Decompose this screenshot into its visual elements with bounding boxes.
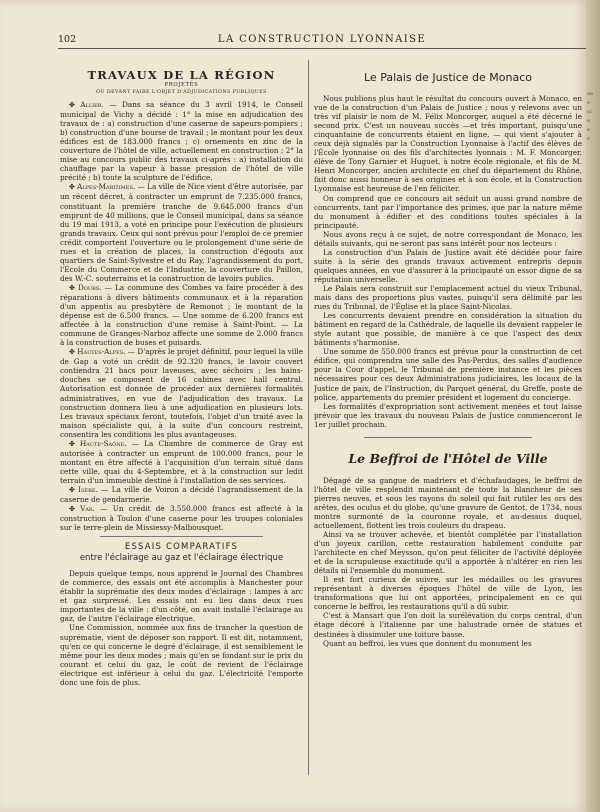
beffroi-paragraph: C'est à Mansart que l'on doit la surélévation du corps central, d'un étage décoré à l'italienne par une balustrade ornée de statues et destinées à dissimuler une toiture basse.: [314, 611, 582, 639]
monaco-paragraph: Les formalités d'expropriation sont activement menées et tout laisse prévoir que les travaux du nouveau Palais de Justice commenceront le 1er juillet prochain.: [314, 401, 582, 429]
region-paragraph: [60, 439, 303, 485]
monaco-paragraph: Les concurrents devaient prendre en considération la situation du bâtiment en regard de la Cathédrale, de laquelle ils devaient rappeler le style autant que possible, de manière à ce que l'aspect des deux bâtiments s'harmonise.: [314, 311, 582, 348]
edge-text-fragment: sc: [587, 109, 593, 115]
essais-paragraph: Depuis quelque temps, nous apprend le Journal des Chambres de commerce, des essais ont été accomplis à Manchester pour établir la suprématie des deux modes d'éclairage : lampes à arc et gaz surpressé. Les essais ont eu lieu dans deux rues importantes de la ville : d'un côté, on avait installé l'éclairage au gaz, de l'autre l'éclairage électrique.: [60, 569, 303, 624]
region-text: — La Chambre de commerce de Gray est autorisée à contracter un emprunt de 100.000 francs, pour le montant en être affecté à l'acquisition d'un terrain situé dans cette ville, quai du 4-Septembre, et à la construction sur ledit terrain d'un immeuble destiné à l'installation de ses services.: [60, 438, 303, 485]
region-name: Hautes-Alpes.: [77, 347, 126, 357]
bullet-icon: ✤: [69, 183, 78, 192]
beffroi-paragraph: Ainsi va se trouver achevée, et bientôt complétée par l'installation d'un joyeux carillon, cette restauration habilement conduite par l'architecte en chef Meysson, qu'on peut féliciter de l'activité déployée et de la scrupuleuse exactitude qu'il a apportée à n'altérer en rien les détails ni l'ensemble du monument.: [314, 530, 582, 576]
region-text: — D'après le projet définitif, pour lequel la ville de Gap a voté un crédit de 92.320 francs, le lavoir couvert contiendra 21 bacs pour laveuses, avec séchoirs ; les bains-douches se composent de 16 cabines avec hall central. Autorisation est donnée de procéder aux dernières formalités administratives, en vue de l'adjudication des travaux. La construction donnera lieu à une adjudication en plusieurs lots. Les travaux spéciaux feront, toutefois, l'objet d'un traité avec la maison spécialiste qui, à la suite d'un concours restreint, consentira les conditions les plus avantageuses.: [60, 347, 303, 439]
facing-page-edge: [586, 0, 600, 812]
beffroi-paragraph: Dégagé de sa gangue de madriers et d'échafaudages, le beffroi de l'hôtel de ville resplendit maintenant de toute la blancheur de ses pierres neuves, et sous les rayons du soleil qui fait rutiler les ors des arêtes, des oculus et du globe, qu'une gravure de Gentot, de 1734, nous montre surmonté de la couronne royale, et au-dessus duquel, actuellement, flottent les trois couleurs du drapeau.: [314, 475, 582, 530]
beffroi-paragraph: Quant au beffroi, les vues que donnent du monument les: [323, 638, 532, 648]
essais-subtitle: entre l'éclairage au gaz et l'éclairage électrique: [79, 553, 284, 564]
edge-text-fragment: e: [587, 136, 590, 142]
edge-text-fragment: e: [587, 100, 590, 106]
region-text: — La ville de Nice vient d'être autorisée, par un récent décret, à contracter un emprunt de 7.235.000 francs, constituant la première tranche de 9.645.000 francs d'un emprunt de 40 millions, que le Conseil municipal, dans sa séance du 19 mai 1913, a voté en principe pour l'exécution de plusieurs grands travaux. Ceux qui sont prévus pour l'emploi de ce premier crédit comportent l'ouverture ou le prolongement d'une série de rues et la création de places, la construction d'égouts aux quartiers de Saint-Sylvestre et du Ray, l'agrandissement du port, l'École du Commerce et de l'Industrie, la couverture du Paillon, des W.-C. souterrains et la construction de lavoirs publics.: [60, 182, 303, 283]
edge-text-fragment: e: [587, 118, 590, 124]
region-name: Doubs.: [77, 282, 102, 292]
page-number: 102: [58, 34, 77, 45]
region-name: Alpes-Maritimes.: [77, 182, 136, 192]
essais-title: ESSAIS COMPARATIFS: [124, 542, 239, 553]
region-paragraph: [60, 504, 303, 532]
monaco-title: Le Palais de Justice de Monaco: [364, 71, 532, 84]
edge-text-fragment: ne: [587, 91, 594, 97]
region-paragraph: [60, 485, 303, 504]
column-divider: [308, 60, 309, 775]
region-paragraph: [60, 100, 303, 182]
travaux-title: TRAVAUX DE LA RÉGION: [87, 68, 276, 82]
bullet-icon: ✤: [69, 101, 81, 109]
monaco-paragraph: Nous avons reçu à ce sujet, de notre correspondant de Monaco, les détails suivants, qui ne seront pas sans intérêt pour nos lecteurs :: [314, 229, 582, 248]
bullet-icon: ✤: [69, 485, 79, 494]
monaco-body: [314, 94, 582, 429]
bullet-icon: ✤: [69, 439, 80, 448]
region-paragraph: [60, 182, 303, 283]
section-divider: [100, 536, 263, 537]
edge-text-fragment: e: [587, 127, 590, 133]
region-paragraph: [60, 347, 303, 438]
bullet-icon: ✤: [69, 283, 78, 292]
regions-list: [60, 100, 303, 532]
region-text: — La commune des Combes va faire procéder à des réparations à divers bâtiments communaux et à la réparation d'un appentis au presbytère de Remonot ; le montant de la dépense est de 6.500 francs. — Une somme de 6.200 francs est affectée à la construction d'une remise à Saint-Point. — La commune de Granges-Narboz affecte une somme de 2.000 francs à la construction de buses et puisards.: [60, 282, 303, 348]
region-name: Haute-Saône.: [79, 438, 127, 448]
essais-body: [60, 569, 303, 687]
region-name: Allier.: [80, 100, 104, 109]
monaco-paragraph: On comprend que ce concours ait séduit un aussi grand nombre de concurrents, tant par l'importance des primes, que par la nature même du monument à édifier et des conditions toutes spéciales à la principauté.: [314, 193, 582, 230]
region-text: — Un crédit de 3.550.000 francs est affecté à la construction à Toulon d'une caserne pour les troupes coloniales sur le terre-plein de Missiessy-Malbousquet.: [60, 504, 303, 533]
region-name: Isère.: [78, 484, 98, 494]
monaco-paragraph: Le Palais sera construit sur l'emplacement actuel du vieux Tribunal, mais dans des proportions plus vastes, puisqu'il sera délimité par les rues du Tribunal, de l'Église et la place Saint-Nicolas.: [314, 283, 582, 312]
monaco-paragraph: La construction d'un Palais de Justice avait été décidée pour faire suite à la série des grands travaux activement entrepris depuis quelques années, en vue d'assurer à la principauté un essor digne de sa réputation universelle.: [314, 247, 582, 284]
travaux-subtitle-1: PROJETÉS: [164, 82, 199, 88]
region-text: — La ville de Voiron a décidé l'agrandissement de la caserne de gendarmerie.: [60, 484, 303, 505]
page-header: [58, 34, 586, 49]
running-title: LA CONSTRUCTION LYONNAISE: [217, 34, 427, 45]
region-text: — Dans sa séance du 3 avril 1914, le Conseil municipal de Vichy a décidé : 1° la mise en adjudication des travaux de : a) construction d'une caserne de sapeurs-pompiers ; b) construction d'une bourse de travail ; le montant pour les deux édifices est de 183.000 francs ; c) ornements en zinc de la couverture de l'hôtel de ville, actuellement en construction ; 2° la mise au concours public des travaux ci-après : a) installation du chauffage par la vapeur à basse pression de l'hôtel de ville précité ; b) toute la sculpture de l'édifice.: [60, 100, 303, 183]
beffroi-body: [314, 476, 582, 648]
right-column: [314, 58, 582, 778]
region-name: Var.: [80, 504, 95, 514]
region-paragraph: [60, 283, 303, 347]
travaux-subtitle-2: OU DEVANT FAIRE L'OBJET D'ADJUDICATIONS PUBLIQUES: [96, 90, 267, 95]
section-divider-right: [364, 437, 532, 438]
essais-paragraph: Une Commission, nommée aux fins de trancher la question de suprématie, vient de déposer son rapport. Il est dit, notamment, qu'en ce qui concerne le degré d'éclairage, il est sensiblement le même pour les deux modes ; mais qu'en se fondant sur le prix du courant et celui du gaz, le coût de revient de l'éclairage électrique est inférieur à celui du gaz. L'électricité l'emporte donc une fois de plus.: [60, 623, 303, 687]
beffroi-title: Le Beffroi de l'Hôtel de Ville: [348, 450, 548, 466]
bullet-icon: ✤: [69, 505, 81, 514]
bullet-icon: ✤: [69, 348, 78, 357]
beffroi-paragraph: Il est fort curieux de suivre, sur les médailles ou les gravures représentant à diverses époques l'hôtel de ville de Lyon, les transformations que lui ont apportées, principalement en ce qui concerne le beffroi, les restaurations qu'il a dû subir.: [314, 575, 582, 612]
left-column: [60, 58, 303, 778]
monaco-paragraph: Une somme de 550.000 francs est prévue pour la construction de cet édifice, qui comprendra une salle des Pas-Perdus, des salles d'audience pour la Cour d'appel, le Tribunal de première instance et les pièces nécessaires pour ces deux Administrations judiciaires, les locaux de la Justice de paix, de l'Instruction, du Parquet général, du Greffe, poste de police, appartements du premier président et logement du concierge.: [314, 347, 582, 402]
monaco-paragraph: Nous publions plus haut le résultat du concours ouvert à Monaco, en vue de la construction d'un Palais de Justice ; nous y relevons avec un très vif plaisir le nom de M. Félix Moncorger, auquel a été décerné le second prix. C'est un nouveau succès —et très important, puisqu'une cinquantaine de concurrents étaient en ligne, — qui vient s'ajouter à ceux déjà signalés par la Construction Lyonnaise à l'actif des élèves de l'École lyonnaise ou des fils d'architectes lyonnais : M. F. Moncorger, élève de Tony Garnier et Huguet, à notre école régionale, et fils de M. Henri Moncorger, ancien architecte en chef du département du Rhône, fait donc aussi honneur à ses origines et à son école, et la Construction Lyonnaise est heureuse de l'en féliciter.: [314, 94, 582, 194]
